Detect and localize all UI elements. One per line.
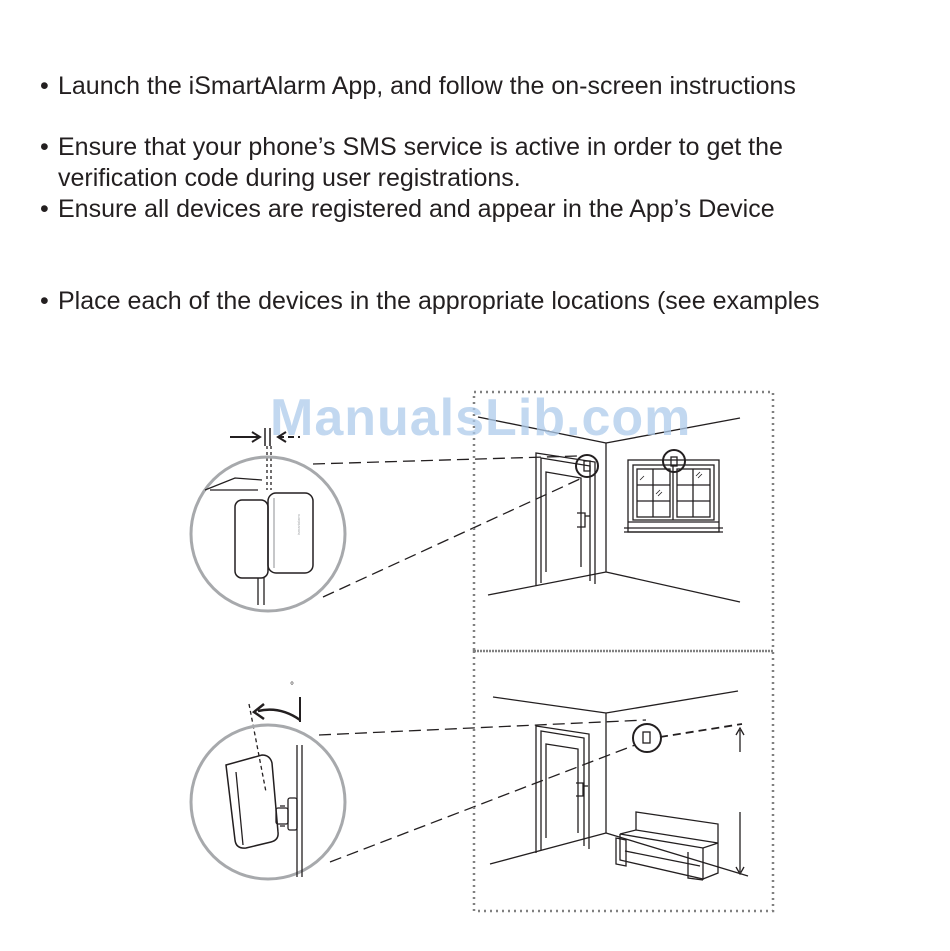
contact-sensor-illustration [191, 428, 345, 611]
bullet-mark: • [40, 195, 49, 223]
sensor-brand-text: ismartalarm [296, 514, 301, 535]
watermark: ManualsLib.com [270, 389, 692, 447]
angle-degree-marker: ° [290, 681, 294, 692]
bullet-mark: • [40, 133, 49, 161]
instruction-text: Ensure that your phone’s SMS service is active in order to get the [58, 133, 783, 161]
room-motion-sensor-illustration [474, 651, 773, 911]
motion-sensor-illustration [191, 681, 345, 879]
instruction-text-continued: verification code during user registrations. [58, 164, 521, 192]
bullet-mark: • [40, 72, 49, 100]
instruction-text: Launch the iSmartAlarm App, and follow the on-screen instructions [58, 72, 796, 100]
bullet-mark: • [40, 287, 49, 315]
instruction-text: Place each of the devices in the appropriate locations (see examples [58, 287, 820, 315]
instruction-text: Ensure all devices are registered and appear in the App’s Device [58, 195, 775, 223]
